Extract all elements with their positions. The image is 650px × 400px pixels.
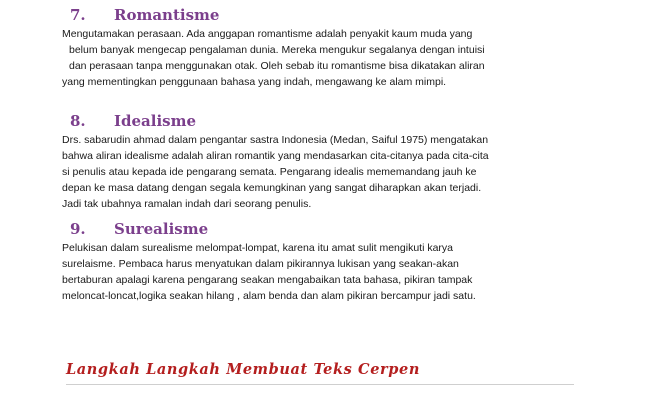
section-title: Romantisme [114, 6, 220, 24]
section-heading [62, 112, 592, 130]
section-body [62, 26, 592, 90]
paragraph-line: belum banyak mengecap pengalaman dunia. Mereka mengukur segalanya dengan intuisi [69, 44, 485, 56]
section-surealisme [62, 220, 592, 304]
paragraph-line: dan perasaan tanpa menggunakan otak. Oleh sebab itu romantisme bisa dikatakan aliran [69, 60, 485, 72]
section-heading [62, 220, 592, 238]
paragraph-line: surelaisme. Pembaca harus menyatukan dalam pikirannya lukisan yang seakan-akan [62, 258, 459, 270]
section-body [62, 240, 592, 304]
section-number: 7. [70, 6, 86, 24]
paragraph-line: meloncat-loncat,logika seakan hilang , alam benda dan alam pikiran bercampur jadi satu. [62, 290, 476, 302]
section-idealisme [62, 112, 592, 212]
section-heading [62, 6, 592, 24]
paragraph-line: bahwa aliran idealisme adalah aliran romantik yang mendasarkan cita-citanya pada cita-cita [62, 150, 489, 162]
section-number: 8. [70, 112, 86, 130]
paragraph-line: yang mementingkan penggunaan bahasa yang indah, mengawang ke alam mimpi. [62, 76, 447, 88]
paragraph-line: Drs. sabarudin ahmad dalam pengantar sastra Indonesia (Medan, Saiful 1975) mengatakan [62, 134, 489, 146]
section-title: Surealisme [114, 220, 209, 238]
section-number: 9. [70, 220, 86, 238]
paragraph-line: Mengutamakan perasaan. Ada anggapan romantisme adalah penyakit kaum muda yang [62, 28, 473, 40]
paragraph-line: depan ke masa datang dengan segala kemungkinan yang sangat diharapkan akan terjadi. [62, 182, 482, 194]
paragraph-line: si penulis atau kepada ide pengarang semata. Pengarang idealis mememandang jauh ke [62, 166, 477, 178]
paragraph-line: Jadi tak ubahnya ramalan indah dari seorang penulis. [62, 198, 312, 210]
section-romantisme [62, 6, 592, 90]
paragraph-line: bertaburan apalagi karena pengarang seakan mengabaikan tata bahasa, pikiran tampak [62, 274, 473, 286]
divider-line [66, 384, 574, 385]
paragraph-line: Pelukisan dalam surealisme melompat-lompat, karena itu amat sulit mengikuti karya [62, 242, 454, 254]
section-body [62, 132, 592, 212]
section-title: Idealisme [114, 112, 197, 130]
footer-title: Langkah Langkah Membuat Teks Cerpen [66, 361, 420, 378]
